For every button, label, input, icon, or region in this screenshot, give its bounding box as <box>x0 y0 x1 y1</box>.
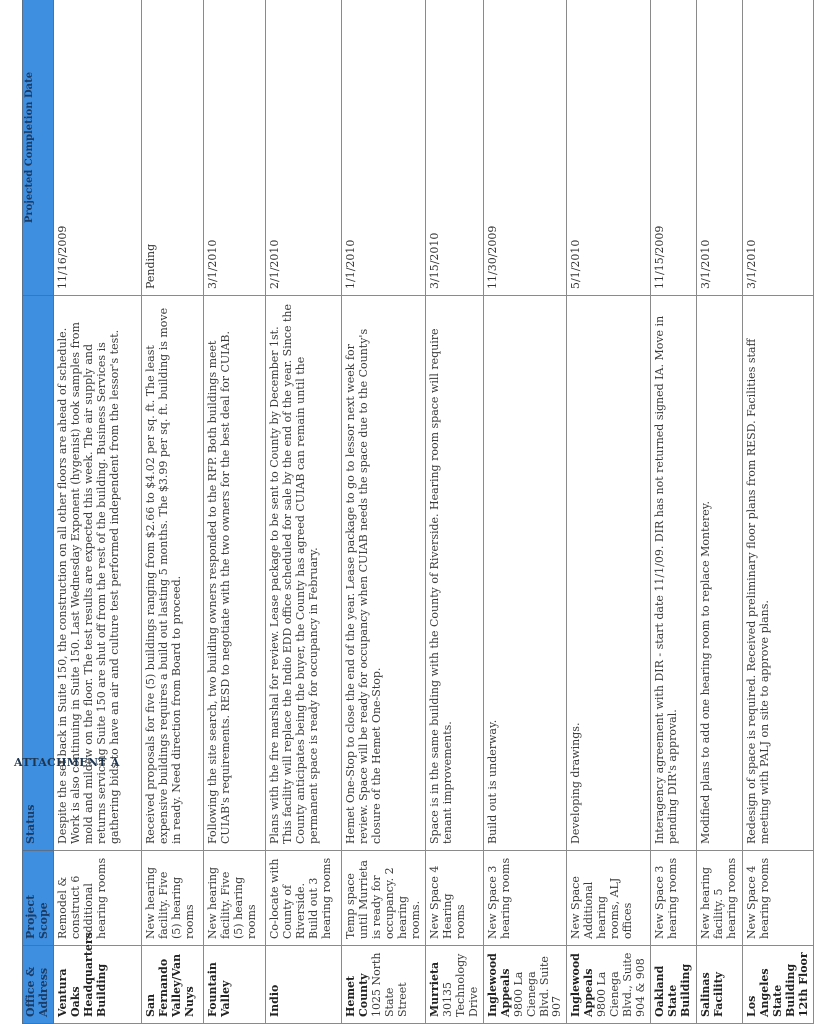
header-status: Status <box>23 296 54 851</box>
scope-cell: New hearing facility. Five (5) hearing rooms <box>203 851 265 946</box>
table-row <box>53 0 141 1024</box>
table-body <box>53 0 813 1024</box>
completion-date-cell: 3/1/2010 <box>697 0 743 296</box>
office-name: Hemet County <box>343 973 370 1017</box>
completion-date-cell: 1/1/2010 <box>341 0 425 296</box>
office-cell <box>203 946 265 1024</box>
projects-table <box>22 0 814 1024</box>
office-address: 9800 La Cienega Blvd., Suite 904 & 908 <box>595 952 648 1017</box>
status-cell: Space is in the same building with the County of Riverside. Hearing room space will require tenant improvements. <box>425 296 483 851</box>
table-row <box>203 0 265 1024</box>
status-cell: Plans with the fire marshal for review. Lease package to be sent to County by December 1st. This facility will replace the Indio EDD office scheduled for sale by the end of the year. Since the County anticipates being the buyer, the County has agreed CUIAB can remain until the permanent space is ready for occupancy in February. <box>265 296 341 851</box>
office-address: 1025 North State Street <box>369 952 409 1017</box>
table-row <box>651 0 697 1024</box>
table-row <box>265 0 341 1024</box>
office-name: Murrieta <box>427 961 441 1017</box>
office-name: Inglewood Appeals <box>485 953 512 1017</box>
scope-cell: New hearing facility. Five (5) hearing rooms <box>141 851 203 946</box>
office-name: Ventura Oaks Headquarters Building <box>55 932 108 1017</box>
completion-date-cell: 3/1/2010 <box>203 0 265 296</box>
attachment-label: ATTACHMENT A <box>14 756 120 769</box>
scope-cell: New Space Additional hearing rooms, ALJ offices <box>567 851 651 946</box>
office-cell <box>651 946 697 1024</box>
office-cell <box>425 946 483 1024</box>
completion-date-cell: 3/15/2010 <box>425 0 483 296</box>
office-name: Salinas Facility <box>699 971 726 1017</box>
office-name: Oakland State Building <box>653 963 693 1017</box>
header-office: Office & Address <box>23 946 54 1024</box>
status-cell: Hemet One-Stop to close the end of the year. Lease package to go to lessor next week for review. Space will be ready for occupancy when CUIAB needs the space due to the County's closure of the Hemet One-Stop. <box>341 296 425 851</box>
scope-cell: New Space 4 Hearing rooms <box>425 851 483 946</box>
header-scope: Project Scope <box>23 851 54 946</box>
office-address: 30135 Technology Drive <box>440 953 480 1017</box>
table-row <box>483 0 567 1024</box>
office-name: Fountain Valley <box>205 962 232 1017</box>
scope-cell: New Space 4 hearing rooms <box>743 851 814 946</box>
completion-date-cell: 5/1/2010 <box>567 0 651 296</box>
office-cell <box>483 946 567 1024</box>
office-cell <box>53 932 141 1024</box>
scope-cell: New Space 3 hearing rooms <box>651 851 697 946</box>
status-cell: Build out is underway. <box>483 296 567 851</box>
office-cell <box>743 946 814 1024</box>
completion-date-cell: Pending <box>141 0 203 296</box>
table-row <box>697 0 743 1024</box>
table-row <box>425 0 483 1024</box>
table-header-row <box>23 0 54 1024</box>
completion-date-cell: 3/1/2010 <box>743 0 814 296</box>
office-name: Los Angeles State Building 12th Floor <box>745 952 811 1017</box>
scope-cell: New hearing facility. 5 hearing rooms <box>697 851 743 946</box>
scope-cell: New Space 3 hearing rooms <box>483 851 567 946</box>
status-cell: Despite the set back in Suite 150, the construction on all other floors are ahead of schedule. Work is also continuing in Suite 150. Last Wednesday Exponent (hygenist) took samples from mold and mildew on the floor. The test results are expected this week. The air supply and returns servicing Suite 150 are shut off from the rest of the building. Business Services is gathering bids to have an air and culture test performed independent from the lessor's test. <box>53 296 141 851</box>
table-row <box>141 0 203 1024</box>
office-name: Inglewood Appeals <box>569 953 596 1017</box>
completion-date-cell: 11/16/2009 <box>53 0 141 296</box>
table-row <box>341 0 425 1024</box>
office-name: Indio <box>267 984 281 1017</box>
office-cell <box>341 946 425 1024</box>
status-cell: Redesign of space is required. Received preliminary floor plans from RESD. Facilities staff meeting with PALJ on site to approve plans. <box>743 296 814 851</box>
office-cell <box>265 946 341 1024</box>
table-row <box>567 0 651 1024</box>
completion-date-cell: 11/15/2009 <box>651 0 697 296</box>
office-address: 9800 La Cienega Blvd. Suite 907 <box>511 956 564 1017</box>
office-cell <box>697 946 743 1024</box>
completion-date-cell: 2/1/2010 <box>265 0 341 296</box>
status-cell: Developing drawings. <box>567 296 651 851</box>
office-cell <box>567 946 651 1024</box>
header-completion-date: Projected Completion Date <box>23 0 54 296</box>
scope-cell: Remodel & construct 6 additional hearing rooms <box>53 851 141 946</box>
office-name: San Fernando Valley/Van Nuys <box>143 953 196 1017</box>
table-row <box>743 0 814 1024</box>
status-cell: Modified plans to add one hearing room to replace Monterey. <box>697 296 743 851</box>
scope-cell: Temp space until Murrieta is ready for occupancy. 2 hearing rooms. <box>341 851 425 946</box>
office-cell <box>141 946 203 1024</box>
status-cell: Following the site search, two building owners responded to the RFP. Both buildings meet CUIAB's requirements. RESD to negotiate with the two owners for the best deal for CUIAB. <box>203 296 265 851</box>
status-cell: Interagency agreement with DIR - start date 11/1/09. DIR has not returned signed IA. Move in pending DIR's approval. <box>651 296 697 851</box>
status-cell: Received proposals for five (5) buildings ranging from $2.66 to $4.02 per sq. ft. The least expensive buildings requires a build out lasting 5 months. The $3.99 per sq. ft. building is move in ready. Need direction from Board to proceed. <box>141 296 203 851</box>
scope-cell: Co-locate with County of Riverside. Build out 3 hearing rooms <box>265 851 341 946</box>
completion-date-cell: 11/30/2009 <box>483 0 567 296</box>
